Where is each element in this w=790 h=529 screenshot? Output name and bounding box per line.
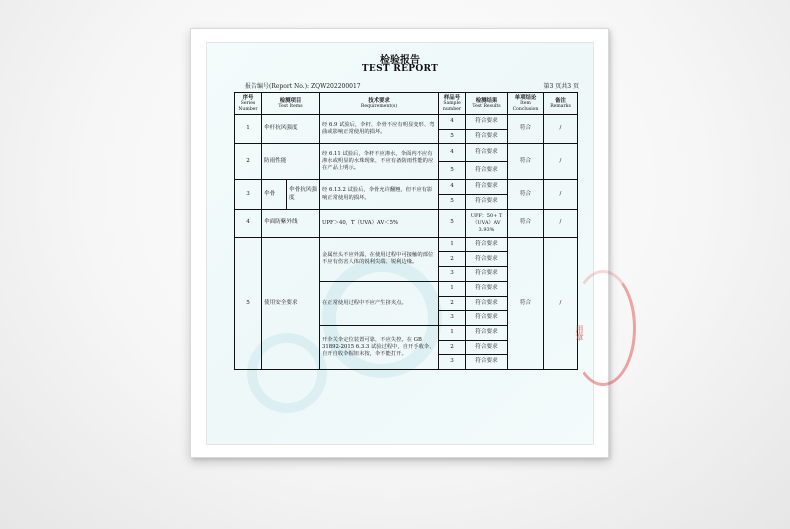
sample-cell: 2 bbox=[439, 340, 466, 355]
sample-cell: 1 bbox=[439, 325, 466, 340]
sample-cell: 5 bbox=[439, 129, 466, 144]
header-remarks: 备注 Remarks bbox=[544, 93, 578, 115]
header-test-items: 检测项目 Test Items bbox=[262, 93, 320, 115]
requirement-cell: 开伞关伞定位装置可靠，不应失控。在 GB 31892-2015 6.3.3 试验过程中，自开手收伞、自开自收伞握钮未按，伞不能打开。 bbox=[320, 325, 439, 369]
sample-cell: 3 bbox=[439, 267, 466, 282]
result-cell: 符合要求 bbox=[466, 281, 508, 296]
result-cell: 符合要求 bbox=[466, 180, 508, 195]
requirement-cell: 经 6.9 试验后，伞杆、伞骨不应有明显变形、弯曲或影响正常使用的损坏。 bbox=[320, 115, 439, 144]
requirement-cell: 经 6.13.2 试验后，伞骨允许翻翘，但不应有影响正常使用的损坏。 bbox=[320, 180, 439, 209]
result-cell: 符合要求 bbox=[466, 195, 508, 210]
sample-cell: 3 bbox=[439, 311, 466, 326]
page-info: 第3 页共3 页 bbox=[543, 83, 579, 90]
report-number: 报告编号(Report No.): ZQW202200017 bbox=[245, 83, 361, 90]
picture-frame bbox=[190, 28, 609, 458]
test-item-cell: 伞骨 bbox=[262, 180, 287, 209]
test-report-document bbox=[206, 42, 594, 445]
series-number-cell: 1 bbox=[235, 115, 262, 144]
result-cell: 符合要求 bbox=[466, 267, 508, 282]
result-cell: UPF：50+ T（UVA）AV 3.93% bbox=[466, 209, 508, 237]
result-cell: 符合要求 bbox=[466, 129, 508, 144]
remark-cell: / bbox=[544, 237, 578, 369]
conclusion-cell: 符合 bbox=[508, 115, 544, 144]
red-seal-stamp-text: 用章 bbox=[575, 325, 585, 341]
remark-cell: / bbox=[544, 115, 578, 144]
result-cell: 符合要求 bbox=[466, 144, 508, 162]
header-item-conclusion: 单项结论 Item Conclusion bbox=[508, 93, 544, 115]
table-header-row bbox=[235, 93, 578, 115]
sample-cell: 2 bbox=[439, 296, 466, 311]
requirement-cell: 金属丝头不应外露，在使用过程中可接触的部位不应有伤害人体的锐利尖端、锐利边缘。 bbox=[320, 237, 439, 281]
header-sample-number: 样品号 Sample number bbox=[439, 93, 466, 115]
header-test-results: 检测结果 Test Results bbox=[466, 93, 508, 115]
result-cell: 符合要求 bbox=[466, 355, 508, 370]
table-row bbox=[235, 209, 578, 237]
result-cell: 符合要求 bbox=[466, 162, 508, 180]
result-cell: 符合要求 bbox=[466, 340, 508, 355]
table-row bbox=[235, 180, 578, 195]
requirement-cell: UPF＞40，T（UVA）AV＜5% bbox=[320, 209, 439, 237]
result-cell: 符合要求 bbox=[466, 115, 508, 130]
report-title-en: TEST REPORT bbox=[361, 64, 439, 74]
report-title-cn: 检验报告 bbox=[380, 55, 420, 66]
header-requirements: 技术要求 Requirement(s) bbox=[320, 93, 439, 115]
requirement-cell: 经 6.11 试验后，伞杆不应渗水，伞面内不应有渗水或明显的水珠现象，不应有备防雨性能的应在产品上明示。 bbox=[320, 144, 439, 180]
test-item-cell: 伞面防紫外线 bbox=[262, 209, 320, 237]
conclusion-cell: 符合 bbox=[508, 144, 544, 180]
test-subitem-cell: 伞骨抗风强度 bbox=[287, 180, 320, 209]
conclusion-cell: 符合 bbox=[508, 237, 544, 369]
remark-cell: / bbox=[544, 180, 578, 209]
table-row bbox=[235, 144, 578, 162]
header-series-number: 序号 Series Number bbox=[235, 93, 262, 115]
test-item-cell: 使用安全要求 bbox=[262, 237, 320, 369]
sample-cell: 1 bbox=[439, 237, 466, 252]
remark-cell: / bbox=[544, 144, 578, 180]
table-row bbox=[235, 115, 578, 130]
requirement-cell: 在正常使用过程中不应产生挤夹点。 bbox=[320, 281, 439, 325]
table-row bbox=[235, 237, 578, 252]
series-number-cell: 2 bbox=[235, 144, 262, 180]
conclusion-cell: 符合 bbox=[508, 180, 544, 209]
series-number-cell: 3 bbox=[235, 180, 262, 209]
result-cell: 符合要求 bbox=[466, 325, 508, 340]
result-cell: 符合要求 bbox=[466, 237, 508, 252]
test-item-cell: 伞杆抗风强度 bbox=[262, 115, 320, 144]
sample-cell: 5 bbox=[439, 162, 466, 180]
result-cell: 符合要求 bbox=[466, 252, 508, 267]
result-cell: 符合要求 bbox=[466, 296, 508, 311]
sample-cell: 5 bbox=[439, 209, 466, 237]
test-item-cell: 防雨性能 bbox=[262, 144, 320, 180]
sample-cell: 2 bbox=[439, 252, 466, 267]
sample-cell: 5 bbox=[439, 195, 466, 210]
sample-cell: 1 bbox=[439, 281, 466, 296]
sample-cell: 4 bbox=[439, 115, 466, 130]
sample-cell: 4 bbox=[439, 144, 466, 162]
series-number-cell: 5 bbox=[235, 237, 262, 369]
sample-cell: 4 bbox=[439, 180, 466, 195]
conclusion-cell: 符合 bbox=[508, 209, 544, 237]
sample-cell: 3 bbox=[439, 355, 466, 370]
results-table bbox=[234, 92, 578, 370]
series-number-cell: 4 bbox=[235, 209, 262, 237]
result-cell: 符合要求 bbox=[466, 311, 508, 326]
remark-cell: / bbox=[544, 209, 578, 237]
